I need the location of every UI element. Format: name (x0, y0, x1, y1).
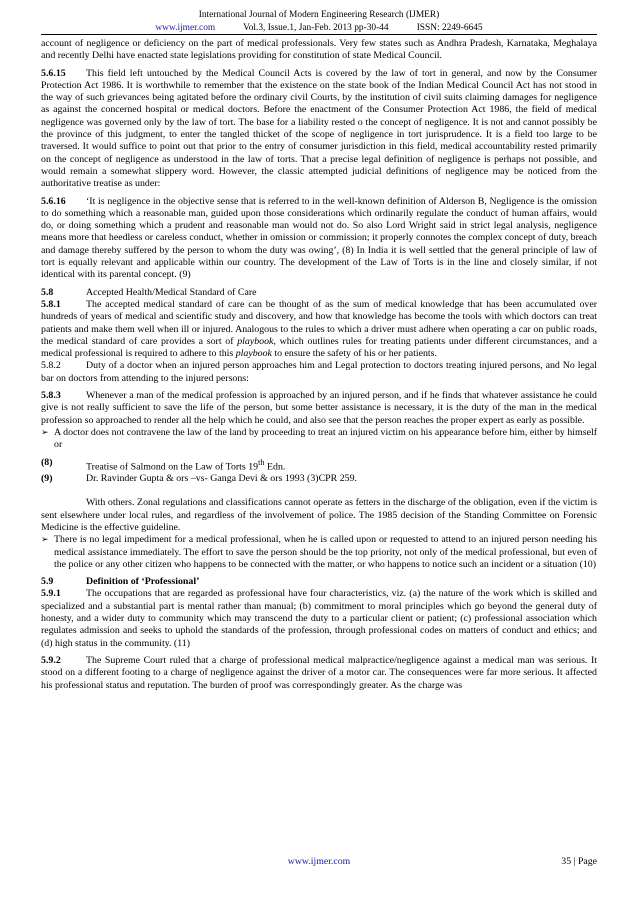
arrow-bullet-icon: ➢ (41, 427, 49, 438)
page-number: 35 | Page (561, 856, 597, 867)
header-issn: ISSN: 2249-6645 (416, 23, 483, 33)
section-text: Whenever a man of the medical profession is approached by an injured person, and if he finds that whatever assistance he could give is not really sufficient to save the life of the person, but some better assistance is necessary, it is the duty of the man in the medical profession so approached to render all the help which he could, and also see that the person reaches the proper expert as early as possible. (41, 390, 597, 426)
bullet-text: A doctor does not contravene the law of the land by proceeding to treat an injured victim on his appearance before him, either by himself or (54, 426, 597, 451)
footnote-superscript: th (258, 457, 265, 467)
section-5-8-heading (41, 287, 597, 299)
italic-term: playbook (237, 335, 274, 347)
header-rule (41, 34, 597, 35)
section-text: The occupations that are regarded as professional have four characteristics, viz. (a) the nature of the work which is skilled and specialized and a substantial part is mental rather than manual; (b) commitment to moral principles which go beyond the general duty of honesty, and a wider duty to community which may transcend the duty to a particular client or patient; (c) professional association which regulates admission and seeks to uphold the standards of the profession, through professional codes on matters of conduct and ethics; and (d) high status in the community. (11) (41, 588, 597, 649)
section-5-9-heading (41, 576, 597, 588)
section-text: The Supreme Court ruled that a charge of professional medical malpractice/negligence against a medical man was serious. It stood on a different footing to a charge of negligence against the driver of a motor car. The consequences were far more serious. It affected his professional status and reputation. The burden of proof was correspondingly greater. As the charge was (41, 654, 597, 691)
footnote-number: (9) (41, 473, 53, 485)
section-title: Accepted Health/Medical Standard of Care (86, 286, 257, 298)
section-5-6-15 (41, 68, 597, 191)
article-body (41, 38, 597, 692)
journal-title: International Journal of Modern Engineering Research (IJMER) (198, 10, 440, 20)
section-title: Definition of ‘Professional’ (86, 576, 200, 588)
section-number: 5.8.1 (41, 298, 61, 310)
section-5-9-2 (41, 655, 597, 692)
header-volume: Vol.3, Issue.1, Jan-Feb. 2013 pp-30-44 (243, 23, 389, 33)
section-number: 5.9.2 (41, 654, 61, 666)
section-text: The accepted medical standard of care can be thought of as the sum of medical knowledge that has been accumulated over hundreds of years of medical and scientific study and discovery, and how that knowledge has become the tools with which doctors can treat patients and make them well when ill or injured. Analogous to the rules to which a driver must adhere when operating a car on public roads, the medical standard of care provides a sort of (41, 298, 597, 347)
footnote-text: Dr. Ravinder Gupta & ors –vs- Ganga Devi & ors 1993 (3)CPR 259. (86, 473, 357, 485)
section-5-9-1 (41, 588, 597, 649)
arrow-bullet-icon: ➢ (41, 535, 49, 546)
footnote-tail: Edn. (264, 460, 286, 472)
footnote-text: Treatise of Salmond on the Law of Torts 19 (86, 460, 259, 472)
with-others-paragraph: With others. Zonal regulations and classifications cannot operate as fetters in the discharge of the obligation, even if the victim is sent elsewhere under local rules, and regardless of the involvement of police. The 1985 decision of the Standing Committee on Forensic Medicine is the effective guideline. (41, 497, 597, 533)
section-number: 5.8 (41, 286, 54, 298)
section-number: 5.8.3 (41, 390, 61, 402)
bullet-text: There is no legal impediment for a medical professional, when he is called upon or requested to attend to an injured person needing his medical assistance immediately. The effort to save the person should be the top priority, not only of the medical professional, but even of the police or any other citizen who happens to be connected with the matter, or who happens to notice such an incident or a situation (10) (54, 534, 597, 570)
italic-term: playbook (235, 348, 272, 360)
section-number: 5.6.16 (41, 195, 66, 207)
bullet-item (41, 427, 597, 452)
section-5-6-16 (41, 196, 597, 282)
section-text: to ensure the safety of his or her patients. (274, 348, 437, 360)
section-text: Duty of a doctor when an injured person approaches him and Legal protection to doctors treating injured persons, and No legal bar on doctors from attending to the injured persons: (41, 360, 597, 384)
footer-site-link[interactable]: www.ijmer.com (287, 856, 351, 867)
footnote-9 (41, 473, 597, 485)
section-text: , which outlines rules for treating patients under different circumstances, and a medical professional is required to adhere to this (41, 335, 597, 360)
section-number: 5.9 (41, 576, 54, 588)
section-number: 5.8.2 (41, 360, 61, 372)
section-number: 5.9.1 (41, 588, 61, 600)
bullet-item (41, 534, 597, 571)
header-site-link[interactable]: www.ijmer.com (155, 23, 216, 33)
section-5-8-3 (41, 390, 597, 427)
section-5-8-1 (41, 299, 597, 360)
section-text: This field left untouched by the Medical Council Acts is covered by the law of tort in general, and now by the Consumer Protection Act 1986. It is worthwhile to remember that the existence on the state book of the Indian Medical Council Act has not stood in the way of such grievances being agitated before the ordinary civil Courts, by the institution of civil suits claiming damages for negligence as against the concerned hospital or medical doctors. Before the enactment of the Consumer Protection Act 1986, the field of medical negligence was governed only by the law of tort. The base for a liability rested o the concept of negligence. It is not and cannot possibly be the province of this judgment, to enter the tangled thicket of the scope of negligence in tort jurisprudence. It is a field too large to be traversed. It would suffice to point out that prior to the entry of consumer jurisdiction in this field, medical accountability rested primarily on the concept of negligence as understood in the law of torts. That a precise legal definition of negligence is perhaps not possible, and would remain a somewhat slippery word. However, the classic attempted judicial definitions of negligence may be noticed from the authoritative treatise as under: (41, 67, 597, 190)
footnote-number: (8) (41, 456, 53, 468)
section-text: ‘It is negligence in the objective sense that is referred to in the well-known definition of Alderson B, Negligence is the omission to do something which a reasonable man, guided upon those considerations which ordinarily regulate the conduct of human affairs, would do, or doing something which a prudent and reasonable man would not do. So also Lord Wright said in strict legal analysis, negligence means more that heedless or careless conduct, whether in omission or commission; it properly connotes the complex concept of duty, breach and damage thereby suffered by the person to whom the duty was owing’, (8) In India it is well settled that the general principle of law of tort is equally relevant and applicable within our country. The development of the Law of Torts is in the line and closely similar, if not identical with its parental concept. (9) (41, 195, 597, 281)
journal-header-line (0, 23, 638, 34)
footnote-8 (41, 457, 597, 474)
section-number: 5.6.15 (41, 67, 66, 79)
section-5-8-2 (41, 360, 597, 385)
intro-paragraph: account of negligence or deficiency on the part of medical professionals. Very few states such as Andhra Pradesh, Karnataka, Meghalaya and recently Delhi have enacted state legislations providing for constitution of state Medical Council. (41, 38, 597, 62)
